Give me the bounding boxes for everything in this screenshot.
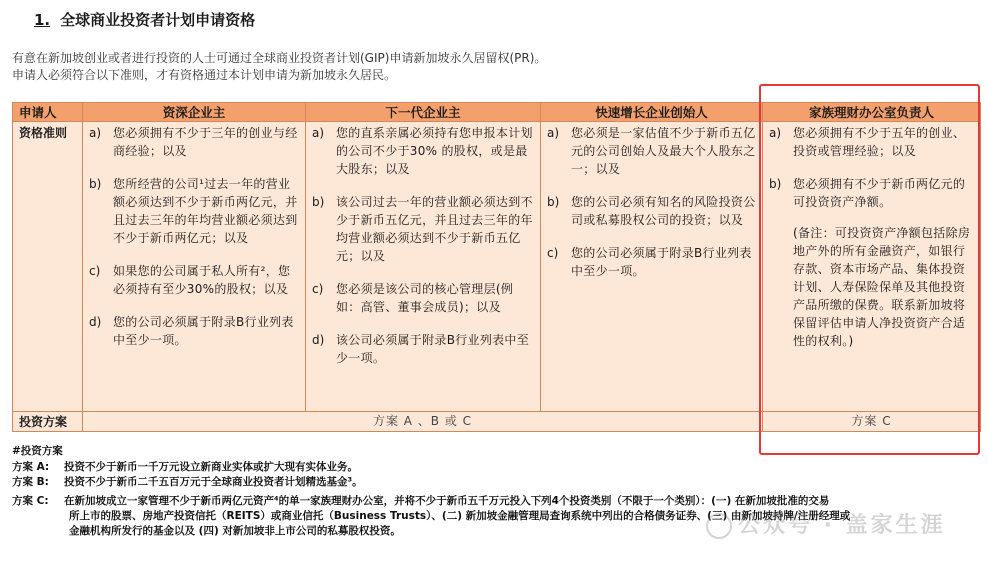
header-col-2: 下一代企业主 [306, 103, 541, 122]
watermark: 公众号 · 盖家生涯 [706, 508, 946, 539]
criterion-item: b) 该公司过去一年的营业额必须达到不少于新币五亿元，并且过去三年的年均营业额必须达到不少于新币五亿元；以及 [312, 195, 533, 263]
footnote-plan-c: 方案 C: 在新加坡成立一家管理不少于新币两亿元资产⁴的单一家族理财办公室，并将不少于新币五千万元投入下列4个投资类别（不限于一个类别）：(一) 在新加坡批准的交易 所上市的股票、房地产投资信托（REITS）或商业信托（Business Trusts）、(二) 新加坡金融管理局查询系统中列出的合格债务证券、(三) 由新加坡持牌/注册经理或 金融机构所发行的基金以及 (四) 对新加坡非上市公司的私募股权投资。 [12, 495, 851, 537]
header-col-1: 资深企业主 [83, 103, 306, 122]
footnote-plan-a: 方案 A: 投资不少于新币一千万元设立新商业实体或扩大现有实体业务。 [12, 461, 358, 473]
footnote-heading: #投资方案 [12, 445, 63, 457]
section-heading [34, 9, 255, 30]
criterion-item: c) 您的公司必须属于附录B行业列表中至少一项。 [547, 246, 752, 278]
header-col-3: 快速增长企业创始人 [541, 103, 763, 122]
highlight-box [759, 84, 980, 455]
criterion-item: a) 您的直系亲属必须持有您申报本计划的公司不少于30% 的股权，或是最大股东；以及 [312, 126, 533, 176]
criterion-item: d) 您的公司必须属于附录B行业列表中至少一项。 [89, 315, 294, 347]
criteria-cell-3 [541, 122, 763, 412]
net-assets-note: (备注：可投资资产净额包括除房地产外的所有金融资产，如银行存款、资本市场产品、集体投资计划、人寿保险保单及其他投资产品所缴的保费。联系新加坡将保留评估申请人净投资资产合适性的权利。) [793, 226, 971, 348]
section-number: 1. [34, 11, 51, 29]
criterion-item: b) 您必须拥有不少于新币两亿元的可投资资产净额。 [769, 177, 966, 209]
section-title: 全球商业投资者计划申请资格 [60, 11, 256, 29]
criterion-item: a) 您必须拥有不少于三年的创业与经商经验；以及 [89, 126, 298, 158]
plan-c-cell: 方案 C [763, 412, 981, 432]
criterion-item: c) 您必须是该公司的核心管理层(例如：高管、董事会成员)；以及 [312, 282, 514, 314]
criterion-item: c) 如果您的公司属于私人所有²，您必须持有至少30%的股权；以及 [89, 264, 291, 296]
criterion-item: a) 您必须是一家估值不少于新币五亿元的公司创始人及最大个人股东之一；以及 [547, 126, 756, 176]
criterion-item: b) 您所经营的公司¹过去一年的营业额必须达到不少于新币两亿元，并且过去三年的年均营业额必须达到不少于新币两亿元；以及 [89, 177, 298, 245]
criterion-item: a) 您必须拥有不少于五年的创业、投资或管理经验；以及 [769, 126, 966, 158]
criterion-item: b) 您的公司必须有知名的风险投资公司或私募股权公司的投资；以及 [547, 195, 756, 227]
header-col-4: 家族理财办公室负责人 [763, 103, 981, 122]
criteria-row-label: 资格准则 [13, 122, 83, 412]
intro-paragraph-2: 申请人必须符合以下准则，才有资格通过本计划申请为新加坡永久居民。 [12, 68, 397, 82]
criterion-item: d) 该公司必须属于附录B行业列表中至少一项。 [312, 333, 530, 365]
criteria-cell-1 [83, 122, 306, 412]
header-applicant: 申请人 [13, 103, 83, 122]
criteria-cell-2 [306, 122, 541, 412]
plan-abc-cell: 方案 A 、B 或 C [83, 412, 763, 432]
footnote-plan-b: 方案 B: 投资不少于新币二千五百万元于全球商业投资者计划精选基金³。 [12, 476, 363, 488]
plan-row-label: 投资方案 [13, 412, 83, 432]
wechat-icon [706, 513, 732, 539]
intro-paragraph-1: 有意在新加坡创业或者进行投资的人士可通过全球商业投资者计划(GIP)申请新加坡永久居留权(PR)。 [12, 51, 547, 65]
